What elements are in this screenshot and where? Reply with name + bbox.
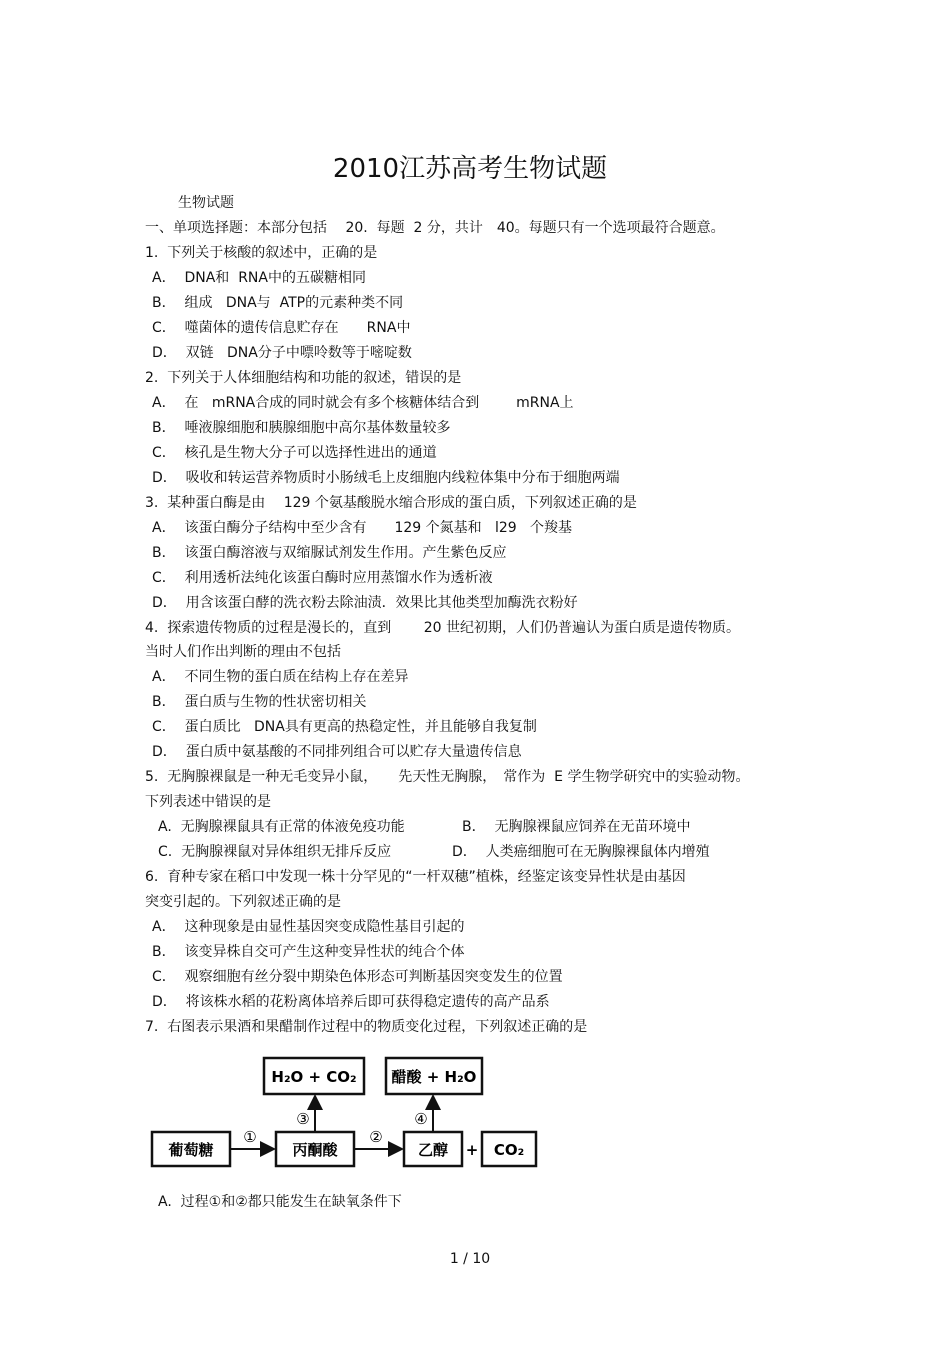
question-6-option-b: B． 该变异株自交可产生这种变异性状的纯合个体 bbox=[152, 944, 465, 960]
box-acetic-h2o-label: 醋酸 + H₂O bbox=[391, 1068, 477, 1086]
box-glucose-label: 葡萄糖 bbox=[168, 1141, 214, 1159]
section-heading: 一、单项选择题：本部分包括 20. 每题 2 分，共计 40。每题只有一个选项最符合题意。 bbox=[145, 220, 725, 236]
box-pyruvate-label: 丙酮酸 bbox=[292, 1141, 338, 1159]
question-3-option-b: B． 该蛋白酶溶液与双缩脲试剂发生作用。产生紫色反应 bbox=[152, 545, 507, 561]
box-co2-label: CO₂ bbox=[493, 1141, 525, 1159]
question-4-stem: 4. 探索遗传物质的过程是漫长的，直到 20 世纪初期，人们仍普遍认为蛋白质是遗传物质。 bbox=[145, 620, 740, 636]
step-4-label: ④ bbox=[414, 1110, 428, 1128]
box-ethanol-label: 乙醇 bbox=[417, 1141, 449, 1159]
question-7-stem: 7. 右图表示果酒和果醋制作过程中的物质变化过程，下列叙述正确的是 bbox=[145, 1019, 588, 1035]
page-title: 2010江苏高考生物试题 bbox=[332, 154, 608, 184]
question-4-option-b: B． 蛋白质与生物的性状密切相关 bbox=[152, 694, 367, 710]
question-5-stem-cont: 下列表述中错误的是 bbox=[145, 794, 271, 810]
question-4-option-a: A． 不同生物的蛋白质在结构上存在差异 bbox=[152, 669, 409, 685]
question-4-option-c: C． 蛋白质比 DNA具有更高的热稳定性，并且能够自我复制 bbox=[152, 719, 537, 735]
step-3-label: ③ bbox=[296, 1110, 310, 1128]
question-6-stem-cont: 突变引起的。下列叙述正确的是 bbox=[145, 894, 341, 910]
plus-sign: + bbox=[465, 1141, 479, 1159]
question-2-stem: 2. 下列关于人体细胞结构和功能的叙述，错误的是 bbox=[145, 370, 462, 386]
question-1-stem: 1. 下列关于核酸的叙述中，正确的是 bbox=[145, 245, 378, 261]
step-2-label: ② bbox=[369, 1128, 383, 1146]
question-1-option-a: A． DNA和 RNA中的五碳糖相同 bbox=[152, 270, 366, 286]
question-5-option-a: A. 无胸腺裸鼠具有正常的体液免疫功能 bbox=[158, 819, 405, 835]
question-5-option-c: C. 无胸腺裸鼠对异体组织无排斥反应 bbox=[158, 844, 392, 860]
question-2-option-a: A． 在 mRNA合成的同时就会有多个核糖体结合到 mRNA上 bbox=[152, 395, 574, 411]
question-6-option-c: C． 观察细胞有丝分裂中期染色体形态可判断基因突变发生的位置 bbox=[152, 969, 563, 985]
question-1-option-b: B． 组成 DNA与 ATP的元素种类不同 bbox=[152, 295, 404, 311]
page-footer: 1 / 10 bbox=[449, 1251, 491, 1267]
question-5-stem: 5. 无胸腺裸鼠是一种无毛变异小鼠， 先天性无胸腺， 常作为 E 学生物学研究中的实验动物。 bbox=[145, 769, 750, 785]
question-1-option-c: C． 噬菌体的遗传信息贮存在 RNA中 bbox=[152, 320, 411, 336]
subtitle: 生物试题 bbox=[178, 195, 234, 211]
question-5-option-d: D． 人类癌细胞可在无胸腺裸鼠体内增殖 bbox=[452, 844, 710, 860]
fermentation-diagram bbox=[140, 1052, 560, 1182]
question-7-option-a: A. 过程①和②都只能发生在缺氧条件下 bbox=[158, 1194, 402, 1210]
question-5-option-b: B． 无胸腺裸鼠应饲养在无苗环境中 bbox=[462, 819, 691, 835]
question-2-option-b: B． 唾液腺细胞和胰腺细胞中高尔基体数量较多 bbox=[152, 420, 451, 436]
question-4-option-d: D． 蛋白质中氨基酸的不同排列组合可以贮存大量遗传信息 bbox=[152, 744, 522, 760]
question-2-option-c: C． 核孔是生物大分子可以选择性进出的通道 bbox=[152, 445, 437, 461]
question-1-option-d: D． 双链 DNA分子中嘌呤数等于嘧啶数 bbox=[152, 345, 412, 361]
question-3-stem: 3. 某种蛋白酶是由 129 个氨基酸脱水缩合形成的蛋白质，下列叙述正确的是 bbox=[145, 495, 637, 511]
question-2-option-d: D． 吸收和转运营养物质时小肠绒毛上皮细胞内线粒体集中分布于细胞两端 bbox=[152, 470, 620, 486]
question-3-option-d: D． 用含该蛋白酵的洗衣粉去除油渍．效果比其他类型加酶洗衣粉好 bbox=[152, 595, 578, 611]
question-3-option-a: A． 该蛋白酶分子结构中至少含有 129 个氮基和 l29 个羧基 bbox=[152, 520, 573, 536]
question-6-option-d: D． 将该株水稻的花粉离体培养后即可获得稳定遗传的高产品系 bbox=[152, 994, 550, 1010]
question-6-option-a: A． 这种现象是由显性基因突变成隐性基目引起的 bbox=[152, 919, 465, 935]
question-6-stem: 6. 育种专家在稻口中发现一株十分罕见的“一杆双穗”植株，经鉴定该变异性状是由基因 bbox=[145, 869, 686, 885]
box-h2o-co2-label: H₂O + CO₂ bbox=[271, 1068, 357, 1086]
question-3-option-c: C． 利用透析法纯化该蛋白酶时应用蒸馏水作为透析液 bbox=[152, 570, 493, 586]
question-4-stem-cont: 当时人们作出判断的理由不包括 bbox=[145, 644, 341, 660]
step-1-label: ① bbox=[243, 1128, 257, 1146]
